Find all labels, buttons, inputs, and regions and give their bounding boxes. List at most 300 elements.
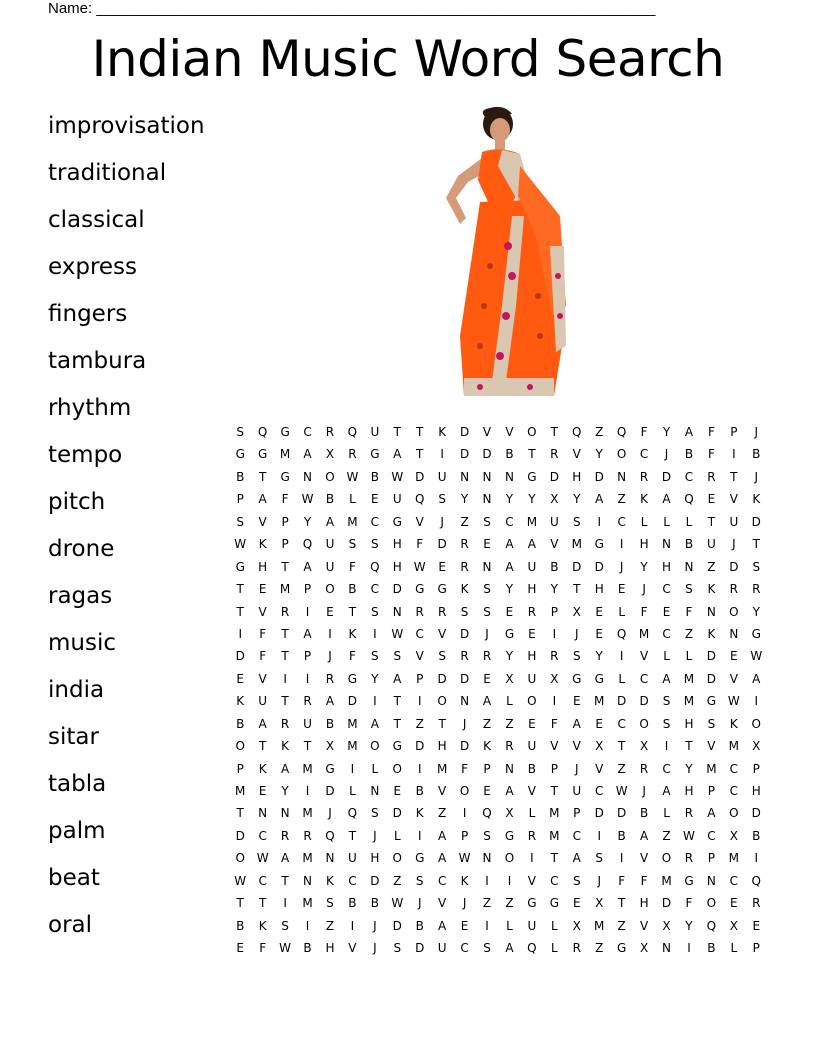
grid-letter: R: [684, 806, 694, 821]
grid-letter: T: [550, 425, 559, 439]
word-list-item: ragas: [48, 583, 113, 609]
grid-letter: K: [460, 873, 469, 888]
grid-letter: V: [729, 492, 738, 507]
grid-letter: M: [302, 806, 313, 821]
word-list-item: pitch: [48, 489, 106, 515]
word-list-item: fingers: [48, 301, 128, 327]
grid-row: [229, 488, 768, 510]
grid-letter: U: [325, 537, 335, 552]
grid-letter: A: [527, 537, 537, 552]
word-list-item: beat: [48, 865, 100, 891]
grid-letter: F: [259, 941, 267, 956]
grid-letter: Q: [527, 941, 537, 956]
grid-letter: Y: [640, 559, 648, 574]
grid-letter: E: [730, 896, 738, 911]
grid-letter: I: [305, 918, 310, 933]
grid-letter: J: [328, 806, 332, 821]
face: [490, 118, 510, 142]
grid-letter: X: [505, 671, 514, 686]
grid-letter: N: [662, 941, 672, 956]
grid-letter: B: [348, 896, 357, 911]
grid-letter: G: [235, 559, 245, 574]
grid-letter: K: [236, 694, 245, 709]
grid-letter: J: [328, 649, 332, 664]
grid-letter: X: [550, 492, 559, 507]
word-list-item: tempo: [48, 442, 123, 468]
grid-letter: F: [281, 492, 289, 507]
grid-letter: O: [706, 896, 717, 911]
grid-letter: U: [527, 559, 537, 574]
grid-letter: L: [371, 761, 379, 776]
grid-letter: K: [707, 582, 716, 597]
grid-letter: U: [392, 492, 402, 507]
grid-letter: B: [752, 447, 761, 462]
grid-letter: D: [459, 739, 470, 754]
grid-letter: W: [750, 649, 763, 664]
grid-letter: Q: [347, 806, 358, 821]
grid-letter: N: [504, 761, 514, 776]
grid-letter: K: [707, 626, 716, 641]
grid-letter: T: [573, 582, 581, 597]
grid-letter: L: [393, 828, 401, 843]
grid-letter: Q: [370, 559, 380, 574]
grid-letter: S: [662, 694, 671, 709]
grid-letter: B: [505, 447, 514, 462]
grid-letter: D: [437, 537, 447, 552]
grid-letter: T: [416, 447, 424, 462]
grid-letter: X: [550, 671, 559, 686]
word-search-grid: [229, 421, 768, 960]
grid-letter: I: [687, 941, 691, 956]
grid-letter: J: [373, 918, 377, 933]
grid-letter: S: [371, 537, 379, 552]
grid-letter: I: [597, 514, 601, 529]
grid-letter: Q: [257, 425, 268, 439]
grid-letter: L: [618, 604, 625, 619]
grid-letter: I: [552, 694, 557, 709]
grid-row: [229, 870, 768, 892]
grid-letter: U: [572, 784, 582, 798]
grid-letter: C: [348, 873, 357, 888]
grid-letter: G: [280, 425, 290, 439]
grid-letter: C: [662, 582, 671, 597]
grid-letter: L: [730, 941, 738, 956]
grid-letter: N: [662, 537, 672, 552]
grid-letter: O: [527, 425, 537, 439]
grid-letter: E: [617, 582, 626, 597]
grid-letter: A: [662, 671, 671, 686]
grid-letter: K: [483, 739, 491, 754]
grid-letter: G: [392, 514, 402, 529]
grid-letter: W: [346, 469, 359, 484]
grid-letter: I: [507, 873, 512, 888]
grid-letter: A: [258, 492, 267, 507]
grid-letter: G: [594, 671, 604, 686]
grid-letter: I: [664, 739, 669, 754]
grid-letter: L: [528, 806, 536, 821]
grid-letter: U: [370, 425, 380, 439]
grid-letter: S: [483, 604, 491, 619]
grid-letter: O: [751, 716, 761, 731]
grid-letter: Y: [573, 492, 581, 507]
grid-letter: L: [506, 694, 513, 709]
grid-letter: T: [550, 784, 559, 798]
grid-letter: G: [684, 873, 694, 888]
grid-letter: D: [639, 694, 649, 709]
grid-letter: D: [235, 828, 245, 843]
grid-letter: E: [505, 604, 514, 619]
grid-letter: P: [416, 671, 424, 686]
grid-letter: P: [483, 761, 491, 776]
grid-letter: P: [236, 492, 244, 507]
grid-letter: E: [707, 492, 716, 507]
grid-letter: C: [639, 671, 649, 686]
grid-letter: I: [440, 447, 444, 462]
grid-letter: X: [729, 828, 738, 843]
grid-letter: G: [235, 447, 245, 462]
grid-row: [229, 847, 768, 869]
grid-letter: O: [235, 739, 245, 754]
grid-letter: C: [303, 425, 312, 439]
grid-letter: G: [258, 447, 268, 462]
grid-letter: D: [706, 649, 717, 664]
grid-letter: H: [572, 469, 582, 484]
grid-letter: C: [572, 828, 581, 843]
grid-letter: A: [258, 716, 267, 731]
grid-letter: U: [348, 851, 357, 866]
grid-letter: M: [549, 828, 560, 843]
grid-letter: M: [683, 671, 695, 686]
grid-letter: O: [325, 469, 335, 484]
grid-letter: X: [752, 739, 761, 754]
grid-letter: E: [393, 784, 402, 798]
grid-letter: S: [572, 649, 581, 664]
grid-letter: U: [527, 918, 537, 933]
grid-row: [229, 466, 768, 488]
grid-letter: O: [729, 806, 739, 821]
grid-row: [229, 780, 768, 802]
grid-letter: A: [482, 694, 492, 709]
grid-letter: S: [371, 649, 379, 664]
grid-letter: E: [730, 649, 738, 664]
grid-row: [229, 735, 768, 757]
grid-letter: J: [642, 784, 646, 798]
grid-row: [229, 802, 768, 824]
grid-letter: D: [594, 469, 604, 484]
grid-letter: A: [684, 425, 694, 439]
grid-letter: T: [617, 896, 626, 911]
grid-letter: X: [325, 739, 335, 754]
grid-letter: B: [415, 918, 424, 933]
grid-letter: E: [595, 716, 604, 731]
grid-letter: A: [505, 537, 514, 552]
grid-letter: Z: [325, 918, 335, 933]
grid-letter: V: [258, 604, 267, 619]
grid-letter: S: [371, 806, 379, 821]
grid-letter: R: [482, 649, 492, 664]
grid-letter: T: [258, 896, 267, 911]
grid-letter: E: [483, 784, 491, 798]
grid-letter: N: [392, 604, 402, 619]
grid-letter: W: [279, 941, 292, 956]
grid-letter: Y: [505, 649, 514, 664]
grid-letter: W: [391, 896, 404, 911]
grid-letter: Z: [460, 514, 469, 529]
grid-row: [229, 533, 768, 555]
grid-letter: B: [370, 469, 379, 484]
grid-letter: D: [482, 447, 492, 462]
grid-row: [229, 915, 768, 937]
grid-letter: B: [370, 896, 379, 911]
grid-letter: I: [305, 604, 310, 619]
grid-letter: Q: [616, 626, 627, 641]
grid-letter: S: [393, 941, 402, 956]
grid-letter: N: [482, 851, 492, 866]
grid-letter: N: [303, 873, 313, 888]
grid-letter: I: [417, 694, 422, 709]
grid-letter: V: [482, 425, 492, 439]
grid-letter: W: [256, 851, 269, 866]
grid-letter: R: [707, 469, 716, 484]
grid-letter: Z: [707, 559, 716, 574]
grid-letter: C: [258, 873, 267, 888]
grid-letter: T: [617, 739, 626, 754]
grid-letter: C: [258, 828, 267, 843]
grid-letter: P: [730, 425, 738, 439]
grid-letter: E: [258, 582, 267, 597]
grid-letter: A: [280, 761, 290, 776]
grid-letter: F: [685, 896, 693, 911]
grid-letter: R: [280, 828, 290, 843]
grid-letter: Q: [347, 425, 358, 439]
grid-letter: C: [729, 761, 739, 776]
word-list-item: palm: [48, 818, 106, 844]
grid-letter: H: [392, 559, 402, 574]
grid-letter: M: [638, 626, 650, 641]
grid-letter: C: [729, 784, 739, 798]
grid-letter: J: [373, 828, 377, 843]
grid-letter: F: [685, 604, 693, 619]
grid-letter: F: [640, 873, 648, 888]
grid-letter: C: [617, 514, 626, 529]
grid-letter: D: [459, 671, 470, 686]
grid-letter: R: [280, 604, 290, 619]
grid-letter: H: [684, 784, 694, 798]
grid-letter: T: [281, 649, 289, 664]
grid-letter: D: [235, 649, 245, 664]
grid-letter: D: [392, 582, 402, 597]
grid-letter: J: [664, 447, 669, 462]
grid-letter: C: [617, 716, 626, 731]
grid-letter: I: [238, 626, 242, 641]
grid-letter: J: [619, 559, 624, 574]
grid-letter: D: [415, 941, 425, 956]
grid-letter: T: [393, 716, 401, 731]
grid-letter: A: [438, 918, 447, 933]
grid-letter: Y: [752, 604, 760, 619]
grid-letter: R: [729, 582, 739, 597]
grid-letter: C: [729, 873, 739, 888]
grid-letter: N: [706, 604, 716, 619]
grid-letter: A: [303, 626, 312, 641]
grid-letter: G: [415, 851, 425, 866]
grid-letter: M: [683, 694, 695, 709]
grid-letter: A: [595, 492, 604, 507]
word-list-item: rhythm: [48, 395, 132, 421]
grid-letter: Z: [415, 716, 424, 731]
grid-letter: V: [639, 851, 649, 866]
grid-letter: S: [483, 582, 491, 597]
grid-letter: E: [460, 918, 469, 933]
grid-letter: F: [348, 559, 356, 574]
grid-letter: B: [415, 784, 424, 798]
page-title: Indian Music Word Search: [91, 30, 725, 88]
grid-letter: Z: [662, 828, 671, 843]
grid-letter: W: [301, 492, 314, 507]
grid-letter: K: [348, 626, 357, 641]
grid-letter: T: [236, 582, 244, 597]
grid-letter: C: [662, 761, 671, 776]
grid-letter: K: [460, 582, 469, 597]
grid-letter: V: [729, 671, 738, 686]
name-field-label: Name: ___________________________________________________________________: [48, 0, 656, 17]
grid-letter: P: [460, 828, 469, 843]
grid-letter: I: [462, 806, 467, 821]
grid-letter: A: [505, 941, 514, 956]
grid-letter: T: [393, 694, 401, 709]
grid-letter: D: [370, 873, 380, 888]
grid-letter: V: [527, 784, 537, 798]
grid-letter: J: [732, 537, 736, 552]
grid-letter: K: [438, 425, 447, 439]
grid-letter: A: [393, 447, 402, 462]
grid-letter: N: [706, 873, 716, 888]
grid-letter: G: [347, 671, 358, 686]
grid-letter: R: [303, 828, 312, 843]
grid-letter: T: [730, 469, 738, 484]
grid-letter: L: [618, 671, 625, 686]
grid-letter: Z: [617, 918, 626, 933]
grid-letter: E: [326, 604, 334, 619]
grid-letter: Z: [393, 873, 402, 888]
grid-letter: B: [348, 582, 357, 597]
grid-letter: P: [550, 761, 558, 776]
grid-letter: X: [325, 447, 335, 462]
grid-letter: C: [415, 626, 424, 641]
grid-letter: N: [460, 694, 470, 709]
grid-letter: R: [527, 604, 537, 619]
grid-letter: O: [639, 716, 649, 731]
grid-letter: G: [504, 626, 515, 641]
grid-letter: N: [729, 626, 739, 641]
grid-letter: G: [527, 469, 537, 484]
grid-letter: Z: [617, 492, 626, 507]
grid-letter: F: [640, 425, 648, 439]
grid-letter: H: [594, 582, 604, 597]
grid-letter: I: [417, 828, 422, 843]
grid-letter: K: [258, 761, 267, 776]
grid-letter: V: [415, 514, 424, 529]
grid-letter: Q: [616, 425, 627, 439]
grid-letter: T: [685, 739, 693, 754]
grid-letter: Y: [460, 492, 469, 507]
grid-letter: B: [236, 716, 245, 731]
grid-letter: Y: [371, 671, 379, 686]
grid-letter: G: [370, 447, 380, 462]
grid-letter: D: [459, 425, 470, 439]
grid-letter: D: [661, 469, 672, 484]
grid-letter: K: [281, 739, 290, 754]
grid-letter: I: [619, 537, 624, 552]
grid-letter: G: [415, 582, 425, 597]
grid-letter: A: [325, 514, 335, 529]
grid-letter: E: [236, 671, 245, 686]
grid-letter: W: [615, 784, 628, 798]
grid-letter: C: [662, 626, 671, 641]
grid-letter: H: [639, 896, 649, 911]
word-list-item: oral: [48, 912, 93, 938]
grid-letter: F: [640, 604, 648, 619]
grid-letter: M: [594, 918, 605, 933]
grid-letter: I: [350, 761, 355, 776]
grid-letter: S: [415, 873, 424, 888]
grid-letter: T: [416, 425, 424, 439]
grid-letter: O: [459, 784, 470, 798]
grid-letter: Q: [302, 537, 313, 552]
grid-letter: C: [595, 784, 604, 798]
grid-letter: B: [325, 492, 335, 507]
grid-letter: U: [707, 537, 716, 552]
grid-letter: V: [595, 761, 604, 776]
grid-letter: P: [752, 941, 760, 956]
grid-letter: U: [258, 694, 268, 709]
grid-letter: B: [684, 447, 694, 462]
grid-letter: E: [438, 559, 446, 574]
grid-letter: Y: [595, 649, 603, 664]
grid-letter: I: [373, 626, 377, 641]
grid-letter: R: [460, 537, 469, 552]
grid-letter: W: [727, 694, 740, 709]
grid-letter: A: [393, 671, 402, 686]
grid-letter: X: [729, 918, 738, 933]
grid-letter: O: [370, 739, 380, 754]
grid-letter: P: [550, 604, 558, 619]
grid-letter: S: [707, 716, 716, 731]
grid-letter: R: [505, 739, 514, 754]
grid-letter: N: [325, 851, 335, 866]
grid-letter: E: [662, 604, 671, 619]
grid-letter: S: [572, 873, 581, 888]
grid-letter: M: [235, 784, 246, 798]
grid-letter: P: [281, 537, 289, 552]
grid-letter: V: [639, 918, 649, 933]
grid-letter: R: [460, 559, 469, 574]
grid-letter: V: [438, 626, 447, 641]
grid-letter: E: [483, 537, 491, 552]
grid-letter: I: [754, 694, 759, 709]
grid-letter: H: [370, 851, 380, 866]
grid-letter: T: [258, 469, 267, 484]
grid-letter: V: [639, 649, 649, 664]
grid-letter: O: [527, 694, 537, 709]
grid-letter: I: [350, 918, 355, 933]
grid-letter: B: [639, 806, 649, 821]
grid-letter: C: [707, 828, 716, 843]
grid-letter: E: [528, 716, 536, 731]
grid-letter: U: [437, 941, 447, 956]
grid-letter: R: [639, 761, 649, 776]
grid-letter: A: [303, 559, 312, 574]
